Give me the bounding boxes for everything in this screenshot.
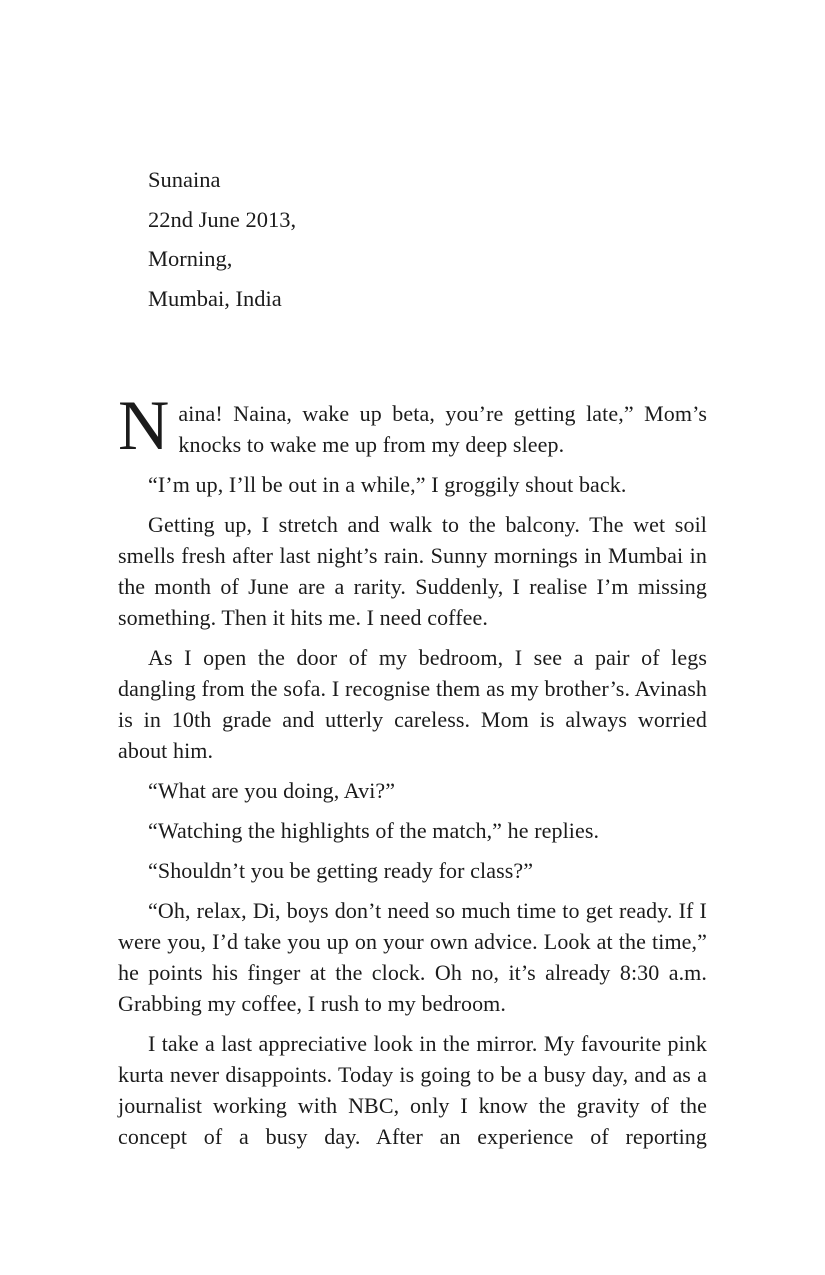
paragraph-container [118,469,707,1152]
drop-cap: N [118,387,170,465]
paragraph: “Oh, relax, Di, boys don’t need so much time to get ready. If I were you, I’d take you up on your own advice. Look at the time,” he points his finger at the clock. Oh no, it’s already 8:30 a.m. Grabbing my coffee, I rush to my bedroom. [118,898,707,1016]
paragraph: As I open the door of my bedroom, I see a pair of legs dangling from the sofa. I recognise them as my brother’s. Avinash is in 10th grade and utterly careless. Mom is always worried about him. [118,645,707,763]
body-text [118,387,707,1152]
paragraph: “I’m up, I’ll be out in a while,” I groggily shout back. [148,472,627,497]
paragraph: “Shouldn’t you be getting ready for class?” [148,858,534,883]
dateline [118,160,707,318]
dateline-character: Sunaina [148,167,221,192]
paragraph: “Watching the highlights of the match,” he replies. [148,818,600,843]
paragraph: I take a last appreciative look in the mirror. My favourite pink kurta never disappoints. Today is going to be a busy day, and as a journalist working with NBC, only I know the gravity of the concept of a busy day. After an experience of reporting [118,1031,707,1149]
dateline-place: Mumbai, India [148,285,282,311]
opening-paragraph [118,387,707,465]
paragraph: Getting up, I stretch and walk to the balcony. The wet soil smells fresh after last night’s rain. Sunny mornings in Mumbai in the month of June are a rarity. Suddenly, I realise I’m missing something. Then it hits me. I need coffee. [118,512,707,630]
dateline-time: Morning, [148,246,233,271]
paragraph: “What are you doing, Avi?” [148,778,396,803]
opening-paragraph-text: aina! Naina, wake up beta, you’re getting late,” Mom’s knocks to wake me up from my deep sleep. [178,401,707,457]
dateline-date: 22nd June 2013, [148,206,297,232]
